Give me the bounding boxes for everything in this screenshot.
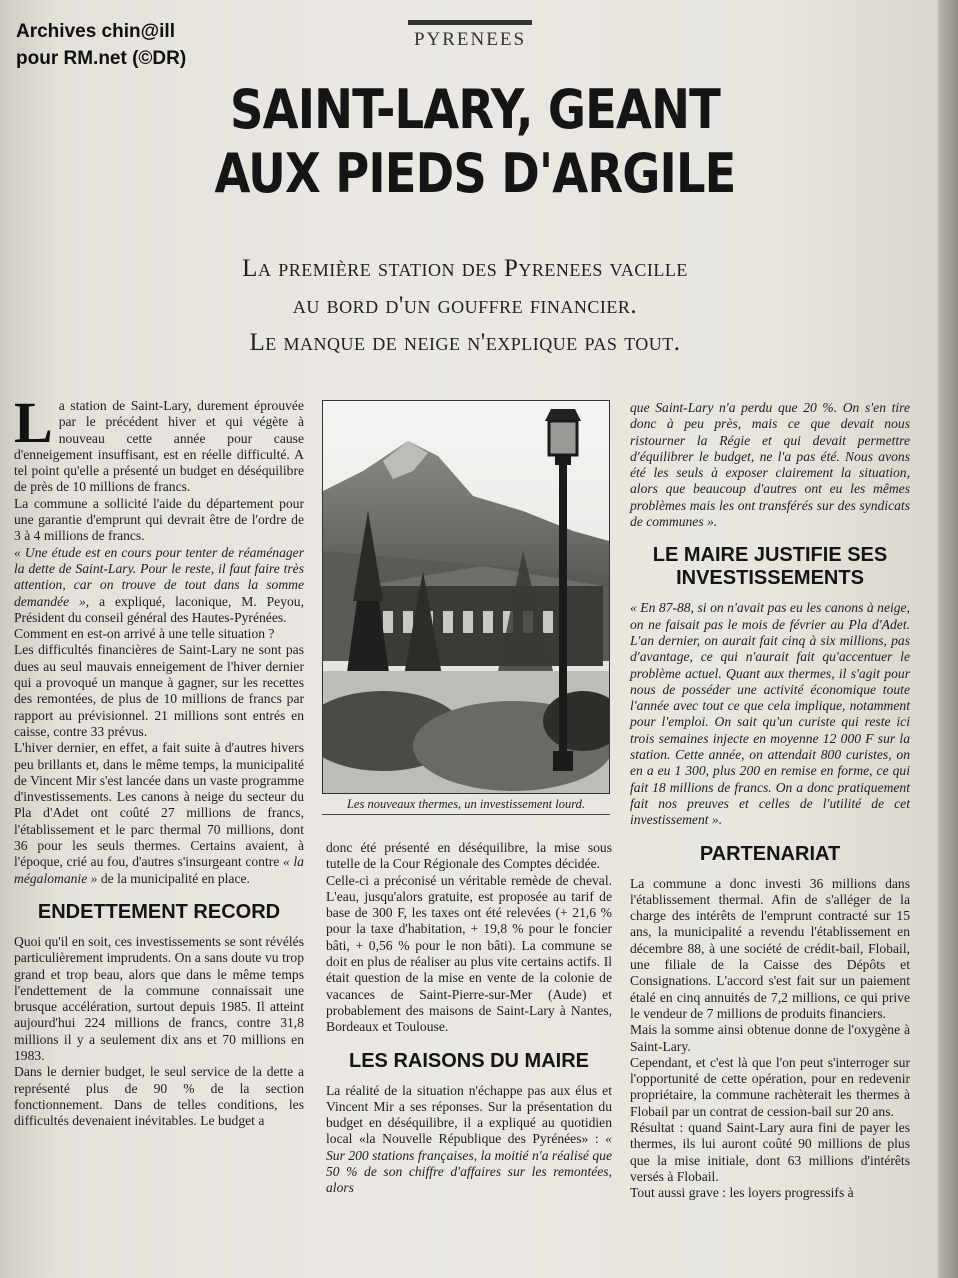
subhead-raisons: LES RAISONS DU MAIRE xyxy=(348,1049,590,1072)
subhead-partenariat: PARTENARIAT xyxy=(699,842,841,865)
paragraph-intro-text: a station de Saint-Lary, durement éprouvée par le précédent hiver et qui végète à nouveau cette année pour cause d'enneigement insuffisant, est en réelle difficulté. A tel point qu'elle a présenté un budget en déséquilibre de près de 10 millions de francs. xyxy=(14,398,304,495)
watermark-line-2: pour RM.net (©DR) xyxy=(16,48,187,69)
photo-block xyxy=(322,400,610,815)
dropcap: L xyxy=(14,390,53,455)
paragraph: Cependant, et c'est là que l'on peut s'interroger sur l'opportunité de cette opération, pour en redevenir propriétaire, la commune rachèterait les thermes à Flobail par un contrat de cession-bail sur 20 ans. xyxy=(630,1054,910,1119)
quote-paragraph: « En 87-88, si on n'avait pas eu les canons à neige, on ne faisait pas le mois de février au Pla d'Adet. L'an dernier, on aurait fait cinq à six millions, pas d'avantage, ce qui n'aurait fait qu'accentuer le problème actuel. Quant aux thermes, il s'agit pour nous de posséder une activité économique toute l'année avec tout ce que cela implique, notamment pour l'emploi. On sait qu'un curiste qui reste ici trois semaines injecte en moyenne 12 000 F sur la station. Cette année, on attendait 800 curistes, on en a eu 1 300, plus 200 en remise en forme, ce qui fait 18 millions de francs. On a donc pratiquement fait nos preuves et celles de l'utilité de cet investissement ». xyxy=(630,600,910,828)
standfirst-line-1: La première station des Pyrenees vacille xyxy=(242,255,688,282)
headline-line-2: AUX PIEDS D'ARGILE xyxy=(214,142,736,205)
paragraph: Quoi qu'il en soit, ces investissements se sont révélés particulièrement imprudents. On a sans doute vu trop grand et trop beau, alors que dans le même temps l'endettement de la commune connaissait une brusque accélération, surtout depuis 1985. Il atteint aujourd'hui 224 millions de francs, contre 31,8 millions il y a seulement dix ans et 70 millions en 1983. xyxy=(14,933,304,1063)
paragraph: Tout aussi grave : les loyers progressifs à xyxy=(630,1185,854,1201)
archive-watermark xyxy=(16,18,186,72)
subhead-endettement: ENDETTEMENT RECORD xyxy=(37,900,281,923)
section-tag: PYRENEES xyxy=(408,20,532,51)
quote-text: « Une étude est en cours pour tenter de réaménager la dette de Saint-Lary. Pour le reste, il faut faire très attention, car on trouve de tout dans la somme demandée » xyxy=(14,544,304,609)
paragraph xyxy=(326,1083,612,1197)
paragraph: Résultat : quand Saint-Lary aura fini de payer les thermes, ils lui auront coûté 90 millions de plus que la mise initiale, dont 63 millions d'intérêts versés à Flobail. xyxy=(630,1119,910,1184)
headline xyxy=(196,78,755,206)
paragraph-text: L'hiver dernier, en effet, a fait suite à d'autres hivers peu brillants et, dans le même temps, la municipalité de Vincent Mir s'est lancée dans un vaste programme d'investissements. Les canons à neige du secteur du Pla d'Adet ont coûté 27 millions de francs, l'établissement et le parc thermal 70 millions, dont 36 pour les seuls thermes. Certains avaient, à l'époque, crié au fou, d'autres s'insurgeant contre xyxy=(14,740,304,870)
quote-text: « Sur 200 stations françaises, la moitié n'a réalisé que 50 % de son chiffre d'affaires sur les remontées, alors xyxy=(326,1131,612,1196)
quote-attribution: , a expliqué, laconique, M. Peyou, Président du conseil général des Hautes-Pyrénées. xyxy=(14,593,304,625)
paragraph: La commune a donc investi 36 millions dans l'établissement thermal. Afin de s'alléger de la charge des intérêts de l'emprunt contracté sur 15 ans, la municipalité a revendu l'établissement en décembre 88, à une société de crédit-bail, Flobail, une filiale de la Caisse des Dépôts et Consignations. L'accord s'est fait sur un paiement étalé en cinq annuités de 7,2 millions, ce qui prive le vendeur de 7 millions de produits financiers. xyxy=(630,875,910,1021)
left-column xyxy=(14,390,304,1129)
paragraph-quote xyxy=(14,545,304,626)
paragraph: La commune a sollicité l'aide du département pour une garantie d'emprunt qui devrait être de l'ordre de 3 à 4 millions de francs. xyxy=(14,495,304,544)
watermark-line-1: Archives chin@ill xyxy=(16,21,175,42)
quote-text: « la mégalomanie » xyxy=(14,854,304,886)
standfirst xyxy=(160,250,770,361)
paragraph-text: de la municipalité en place. xyxy=(97,870,250,886)
standfirst-line-3: Le manque de neige n'explique pas tout. xyxy=(249,329,681,356)
paragraph: donc été présenté en déséquilibre, la mise sous tutelle de la Cour Régionale des Comptes décidée. xyxy=(326,840,612,872)
paragraph: Comment en est-on arrivé à une telle situation ? xyxy=(14,626,275,642)
quote-paragraph: que Saint-Lary n'a perdu que 20 %. On s'en tire donc à peu près, mais ce que devait nous ristourner la Régie et qui devait permettre d'équilibrer le budget, ne l'a pas été. Nous avons été les seuls à exposer clairement la situation, alors que beaucoup d'autres ont eu les mêmes problèmes mais les ont transférés sur des syndicats de communes ». xyxy=(630,400,910,530)
paragraph-intro xyxy=(14,390,304,496)
paragraph: Les difficultés financières de Saint-Lary ne sont pas dues au seul mauvais enneigement de l'hiver dernier qui a provoqué un manque à gagner, sur les recettes des remontées, de plus de 10 millions de francs par rapport au prévisionnel. 21 millions sont entrés en caisse, contre 33 prévus. xyxy=(14,642,304,739)
paragraph xyxy=(14,740,304,887)
headline-line-1: SAINT-LARY, GEANT xyxy=(230,78,720,141)
paragraph: Dans le dernier budget, le seul service de la dette a représenté plus de 90 % de la section fonctionnement. Dans de telles conditions, les difficultés devenaient inévitables. Le budget a xyxy=(14,1064,304,1129)
right-column xyxy=(630,400,910,1201)
photo-caption: Les nouveaux thermes, un investissement lourd. xyxy=(322,797,610,815)
standfirst-line-2: au bord d'un gouffre financier. xyxy=(292,292,638,319)
thermes-photo xyxy=(322,400,610,794)
middle-column xyxy=(326,840,612,1197)
paragraph-text: La réalité de la situation n'échappe pas aux élus et Vincent Mir a ses réponses. Sur la présentation du budget en déséquilibre, il a expliqué au quotidien local «la Nouvelle République des Pyrénées» : xyxy=(326,1082,612,1147)
paragraph: Celle-ci a préconisé un véritable remède de cheval. L'eau, jusqu'alors gratuite, est proposée au tarif de base de 300 F, les taxes ont été relevées (+ 21,6 % pour la taxe d'habitation, + 19,8 % pour le foncier bâti, + 0,56 % pour le non bâti). La commune se doit en plus de réaliser au plus vite certains actifs. Il était question de la mise en vente de la colonie de vacances de Saint-Pierre-sur-Mer (Aude) et probablement des maisons de Saint-Lary à Nantes, Bordeaux et Toulouse. xyxy=(326,872,612,1035)
paragraph: Mais la somme ainsi obtenue donne de l'oxygène à Saint-Lary. xyxy=(630,1022,910,1054)
page-spine-shadow xyxy=(938,0,958,1278)
subhead-maire-justifie: LE MAIRE JUSTIFIE SES INVESTISSEMENTS xyxy=(652,544,888,590)
